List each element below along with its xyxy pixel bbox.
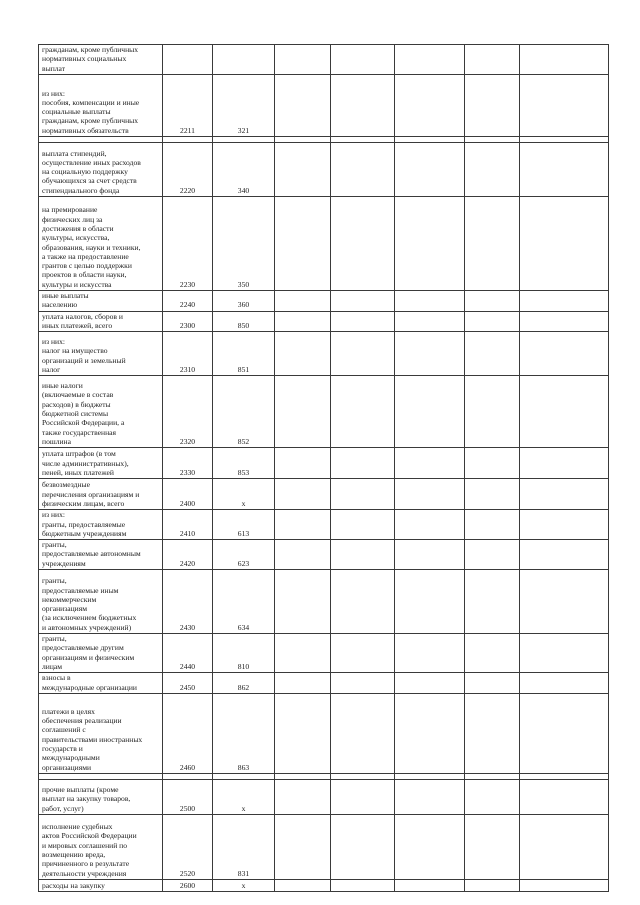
amount-cell (331, 291, 395, 312)
amount-cell (465, 693, 520, 773)
row-indicator-name: безвозмездные перечисления организациям и физическим лицам, всего (39, 479, 163, 510)
amount-cell (275, 540, 331, 570)
amount-cell (520, 779, 609, 814)
row-classification-code: x (213, 479, 275, 510)
amount-cell (520, 814, 609, 879)
table-row (39, 75, 609, 137)
amount-cell (275, 311, 331, 332)
amount-cell (275, 510, 331, 540)
amount-cell (465, 143, 520, 197)
amount-cell (331, 510, 395, 540)
row-classification-code: x (213, 779, 275, 814)
row-line-code: 2310 (163, 332, 213, 376)
row-indicator-name: гранты, предоставляемые другим организациям и физическим лицам (39, 634, 163, 673)
table-row (39, 779, 609, 814)
table-row (39, 376, 609, 448)
table-row (39, 693, 609, 773)
row-classification-code: 623 (213, 540, 275, 570)
table-row (39, 634, 609, 673)
amount-cell (520, 634, 609, 673)
amount-cell (275, 448, 331, 479)
amount-cell (520, 45, 609, 75)
amount-cell (395, 332, 465, 376)
table-row (39, 291, 609, 312)
amount-cell (465, 45, 520, 75)
amount-cell (520, 448, 609, 479)
row-indicator-name: иные налоги (включаемые в состав расходов) в бюджеты бюджетной системы Российской Федерации, а также государственная пошлина (39, 376, 163, 448)
amount-cell (465, 634, 520, 673)
table-row (39, 814, 609, 879)
amount-cell (331, 376, 395, 448)
amount-cell (520, 75, 609, 137)
table-row (39, 45, 609, 75)
row-indicator-name: расходы на закупку (39, 879, 163, 891)
row-classification-code: 851 (213, 332, 275, 376)
row-line-code: 2460 (163, 693, 213, 773)
amount-cell (395, 75, 465, 137)
amount-cell (275, 45, 331, 75)
amount-cell (331, 448, 395, 479)
amount-cell (275, 143, 331, 197)
table-row (39, 673, 609, 694)
row-indicator-name: на премирование физических лиц за достижения в области культуры, искусства, образования, науки и техники, а также на предоставление грантов с целью поддержки проектов в области науки, культуры и искусства (39, 197, 163, 291)
amount-cell (465, 75, 520, 137)
amount-cell (275, 75, 331, 137)
row-line-code (163, 45, 213, 75)
row-line-code: 2600 (163, 879, 213, 891)
amount-cell (331, 693, 395, 773)
amount-cell (395, 376, 465, 448)
row-line-code: 2240 (163, 291, 213, 312)
row-indicator-name: из них: пособия, компенсации и иные социальные выплаты гражданам, кроме публичных нормативных обязательств (39, 75, 163, 137)
amount-cell (275, 197, 331, 291)
amount-cell (520, 311, 609, 332)
row-indicator-name: взносы в международные организации (39, 673, 163, 694)
row-classification-code: 340 (213, 143, 275, 197)
row-line-code: 2320 (163, 376, 213, 448)
table-row (39, 540, 609, 570)
amount-cell (465, 570, 520, 634)
amount-cell (465, 311, 520, 332)
amount-cell (465, 479, 520, 510)
row-classification-code: 850 (213, 311, 275, 332)
row-indicator-name: гражданам, кроме публичных нормативных социальных выплат (39, 45, 163, 75)
row-indicator-name: уплата штрафов (в том числе административных), пеней, иных платежей (39, 448, 163, 479)
row-line-code: 2430 (163, 570, 213, 634)
amount-cell (395, 814, 465, 879)
amount-cell (395, 448, 465, 479)
amount-cell (520, 291, 609, 312)
amount-cell (520, 376, 609, 448)
row-indicator-name: иные выплаты населению (39, 291, 163, 312)
row-indicator-name: из них: налог на имущество организаций и земельный налог (39, 332, 163, 376)
amount-cell (465, 332, 520, 376)
row-indicator-name: уплата налогов, сборов и иных платежей, всего (39, 311, 163, 332)
table-row (39, 197, 609, 291)
amount-cell (465, 376, 520, 448)
amount-cell (395, 143, 465, 197)
amount-cell (395, 879, 465, 891)
amount-cell (331, 540, 395, 570)
row-indicator-name: исполнение судебных актов Российской Федерации и мировых соглашений по возмещению вреда, причиненного в результате деятельности учреждения (39, 814, 163, 879)
row-line-code: 2220 (163, 143, 213, 197)
row-indicator-name: из них: гранты, предоставляемые бюджетным учреждениям (39, 510, 163, 540)
table-row (39, 332, 609, 376)
amount-cell (395, 45, 465, 75)
amount-cell (520, 197, 609, 291)
amount-cell (520, 143, 609, 197)
amount-cell (331, 779, 395, 814)
amount-cell (331, 311, 395, 332)
amount-cell (520, 332, 609, 376)
amount-cell (275, 570, 331, 634)
row-classification-code: 863 (213, 693, 275, 773)
row-indicator-name: платежи в целях обеспечения реализации соглашений с правительствами иностранных государств и международными организациями (39, 693, 163, 773)
row-line-code: 2450 (163, 673, 213, 694)
amount-cell (275, 879, 331, 891)
amount-cell (395, 779, 465, 814)
amount-cell (520, 540, 609, 570)
row-classification-code: 350 (213, 197, 275, 291)
amount-cell (395, 673, 465, 694)
row-classification-code: 852 (213, 376, 275, 448)
table-row (39, 448, 609, 479)
amount-cell (395, 693, 465, 773)
row-classification-code: 862 (213, 673, 275, 694)
table-row (39, 510, 609, 540)
amount-cell (331, 45, 395, 75)
table-row (39, 570, 609, 634)
row-line-code: 2300 (163, 311, 213, 332)
amount-cell (331, 634, 395, 673)
amount-cell (465, 673, 520, 694)
row-line-code: 2230 (163, 197, 213, 291)
row-classification-code: 853 (213, 448, 275, 479)
amount-cell (520, 879, 609, 891)
amount-cell (395, 540, 465, 570)
amount-cell (520, 673, 609, 694)
amount-cell (520, 510, 609, 540)
table-row (39, 479, 609, 510)
row-line-code: 2330 (163, 448, 213, 479)
amount-cell (275, 673, 331, 694)
amount-cell (395, 311, 465, 332)
amount-cell (275, 693, 331, 773)
amount-cell (465, 510, 520, 540)
amount-cell (331, 143, 395, 197)
table-body (39, 45, 609, 892)
amount-cell (275, 332, 331, 376)
row-classification-code: 634 (213, 570, 275, 634)
row-indicator-name: прочие выплаты (кроме выплат на закупку товаров, работ, услуг) (39, 779, 163, 814)
table-row (39, 143, 609, 197)
row-line-code: 2500 (163, 779, 213, 814)
amount-cell (465, 448, 520, 479)
row-indicator-name: гранты, предоставляемые иным некоммерческим организациям (за исключением бюджетных и автономных учреждений) (39, 570, 163, 634)
row-classification-code: 613 (213, 510, 275, 540)
amount-cell (331, 879, 395, 891)
amount-cell (395, 197, 465, 291)
row-classification-code: 831 (213, 814, 275, 879)
row-classification-code: x (213, 879, 275, 891)
amount-cell (275, 814, 331, 879)
row-line-code: 2520 (163, 814, 213, 879)
expenditure-table (38, 44, 609, 892)
amount-cell (465, 779, 520, 814)
table-row (39, 879, 609, 891)
row-line-code: 2420 (163, 540, 213, 570)
amount-cell (275, 779, 331, 814)
row-line-code: 2410 (163, 510, 213, 540)
amount-cell (331, 332, 395, 376)
amount-cell (331, 814, 395, 879)
table-row (39, 311, 609, 332)
row-indicator-name: гранты, предоставляемые автономным учреждениям (39, 540, 163, 570)
amount-cell (331, 479, 395, 510)
row-classification-code: 321 (213, 75, 275, 137)
amount-cell (465, 540, 520, 570)
amount-cell (395, 570, 465, 634)
amount-cell (465, 291, 520, 312)
row-line-code: 2211 (163, 75, 213, 137)
amount-cell (395, 291, 465, 312)
amount-cell (465, 814, 520, 879)
row-classification-code: 360 (213, 291, 275, 312)
amount-cell (331, 673, 395, 694)
row-line-code: 2440 (163, 634, 213, 673)
row-indicator-name: выплата стипендий, осуществление иных расходов на социальную поддержку обучающихся за счет средств стипендиального фонда (39, 143, 163, 197)
amount-cell (520, 693, 609, 773)
row-classification-code: 810 (213, 634, 275, 673)
amount-cell (395, 510, 465, 540)
amount-cell (465, 879, 520, 891)
amount-cell (275, 291, 331, 312)
amount-cell (331, 197, 395, 291)
amount-cell (520, 570, 609, 634)
amount-cell (275, 376, 331, 448)
amount-cell (275, 479, 331, 510)
amount-cell (275, 634, 331, 673)
amount-cell (520, 479, 609, 510)
row-line-code: 2400 (163, 479, 213, 510)
amount-cell (395, 634, 465, 673)
amount-cell (465, 197, 520, 291)
amount-cell (331, 570, 395, 634)
financial-plan-sheet (38, 44, 608, 892)
amount-cell (395, 479, 465, 510)
amount-cell (331, 75, 395, 137)
row-classification-code (213, 45, 275, 75)
